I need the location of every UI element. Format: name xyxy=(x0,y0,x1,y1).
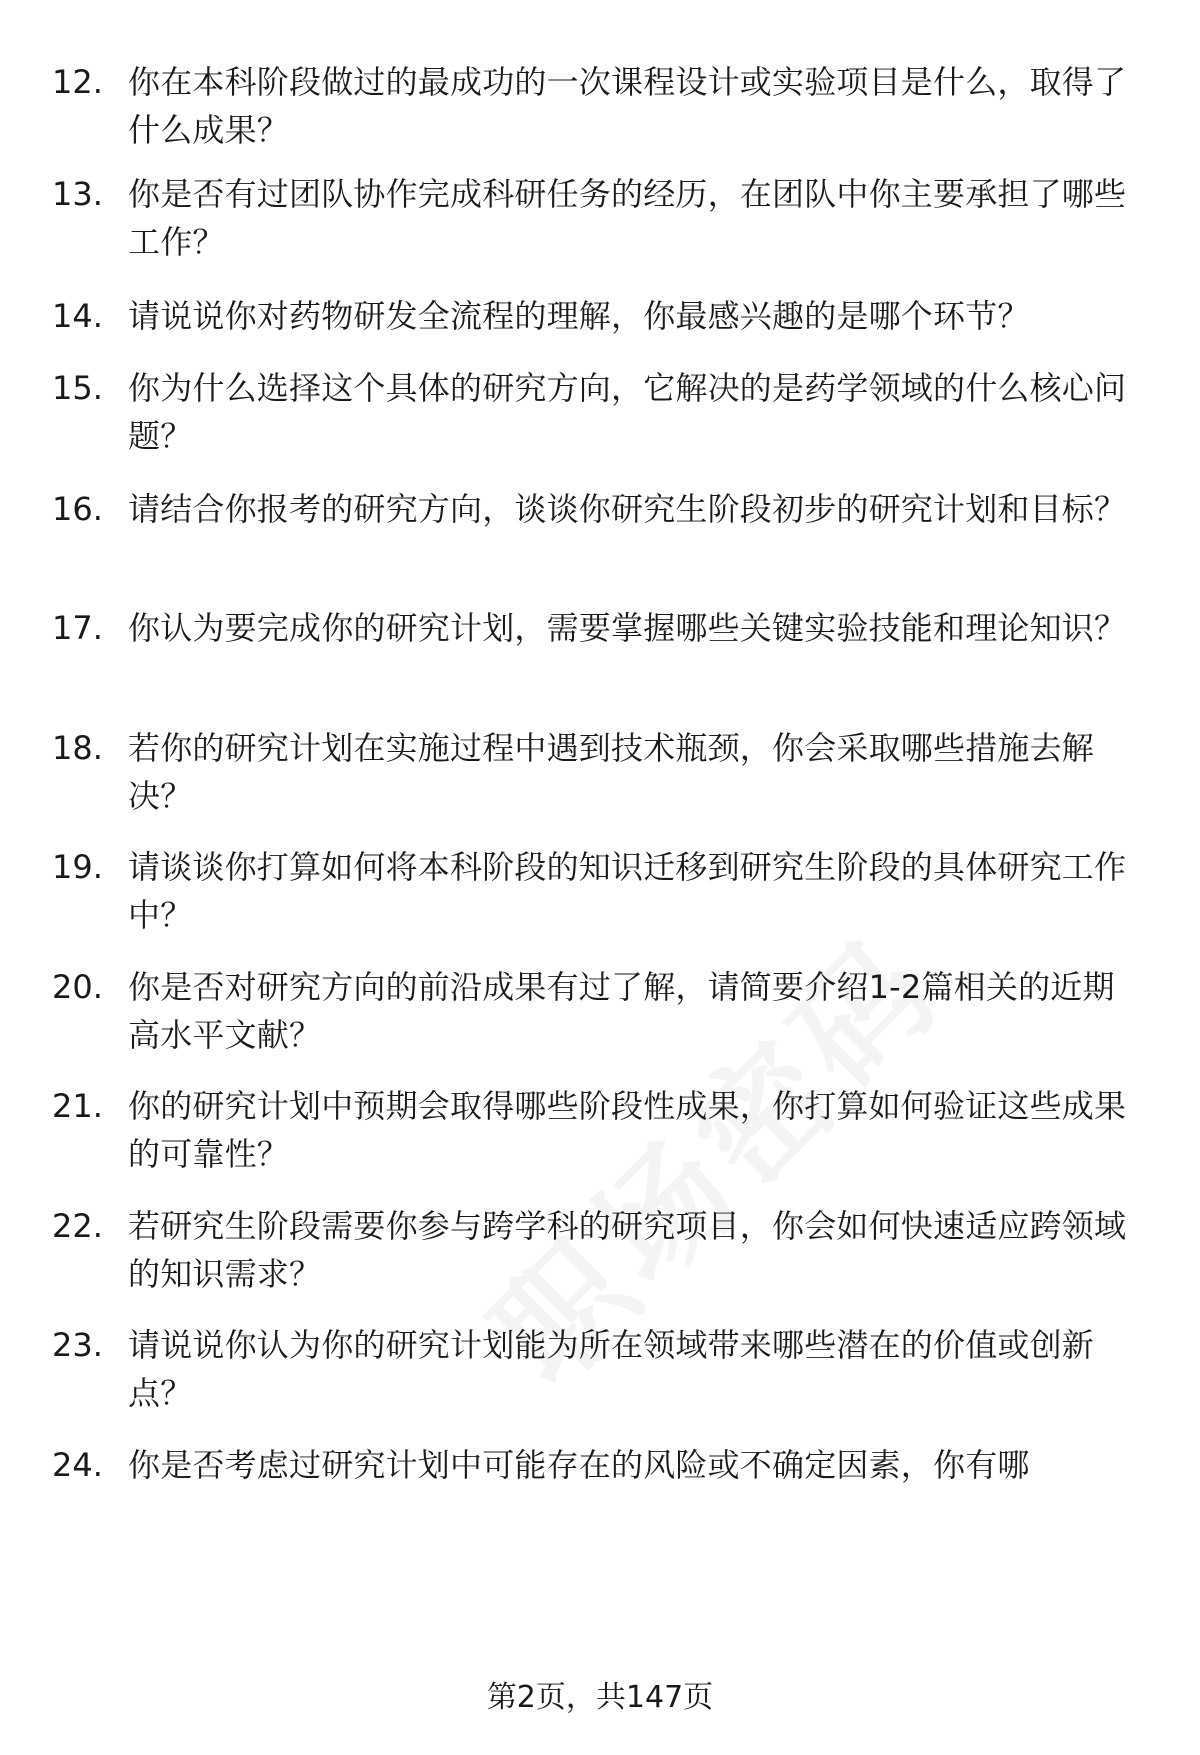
item-text: 你是否对研究方向的前沿成果有过了解，请简要介绍1-2篇相关的近期高水平文献？ xyxy=(128,968,1115,1054)
item-text: 你的研究计划中预期会取得哪些阶段性成果，你打算如何验证这些成果的可靠性？ xyxy=(128,1087,1127,1173)
item-number: 19. xyxy=(52,848,103,886)
item-text: 你是否有过团队协作完成科研任务的经历，在团队中你主要承担了哪些工作？ xyxy=(128,175,1127,261)
item-text: 你是否考虑过研究计划中可能存在的风险或不确定因素，你有哪 xyxy=(128,1446,1030,1484)
item-number: 12. xyxy=(52,63,103,101)
item-number: 23. xyxy=(52,1326,103,1364)
item-number: 15. xyxy=(52,369,103,407)
item-number: 24. xyxy=(52,1446,103,1484)
item-text: 请说说你对药物研发全流程的理解，你最感兴趣的是哪个环节？ xyxy=(128,297,1030,335)
item-number: 17. xyxy=(52,609,103,647)
item-number: 13. xyxy=(52,175,103,213)
item-text: 请说说你认为你的研究计划能为所在领域带来哪些潜在的价值或创新点？ xyxy=(128,1326,1095,1412)
item-text: 若研究生阶段需要你参与跨学科的研究项目，你会如何快速适应跨领域的知识需求？ xyxy=(128,1207,1127,1293)
item-text: 你在本科阶段做过的最成功的一次课程设计或实验项目是什么，取得了什么成果？ xyxy=(128,63,1127,149)
item-number: 16. xyxy=(52,490,103,528)
item-text: 你为什么选择这个具体的研究方向，它解决的是药学领域的什么核心问题？ xyxy=(128,369,1127,455)
item-text: 请结合你报考的研究方向，谈谈你研究生阶段初步的研究计划和目标？ xyxy=(128,490,1127,528)
item-number: 20. xyxy=(52,968,103,1006)
item-text: 请谈谈你打算如何将本科阶段的知识迁移到研究生阶段的具体研究工作中？ xyxy=(128,848,1127,934)
item-number: 21. xyxy=(52,1087,103,1125)
item-number: 22. xyxy=(52,1207,103,1245)
item-text: 若你的研究计划在实施过程中遇到技术瓶颈，你会采取哪些措施去解决？ xyxy=(128,729,1095,815)
item-text: 你认为要完成你的研究计划，需要掌握哪些关键实验技能和理论知识？ xyxy=(128,609,1127,647)
item-number: 14. xyxy=(52,297,103,335)
page-number: 第2页，共147页 xyxy=(486,1680,714,1715)
item-number: 18. xyxy=(52,729,103,767)
